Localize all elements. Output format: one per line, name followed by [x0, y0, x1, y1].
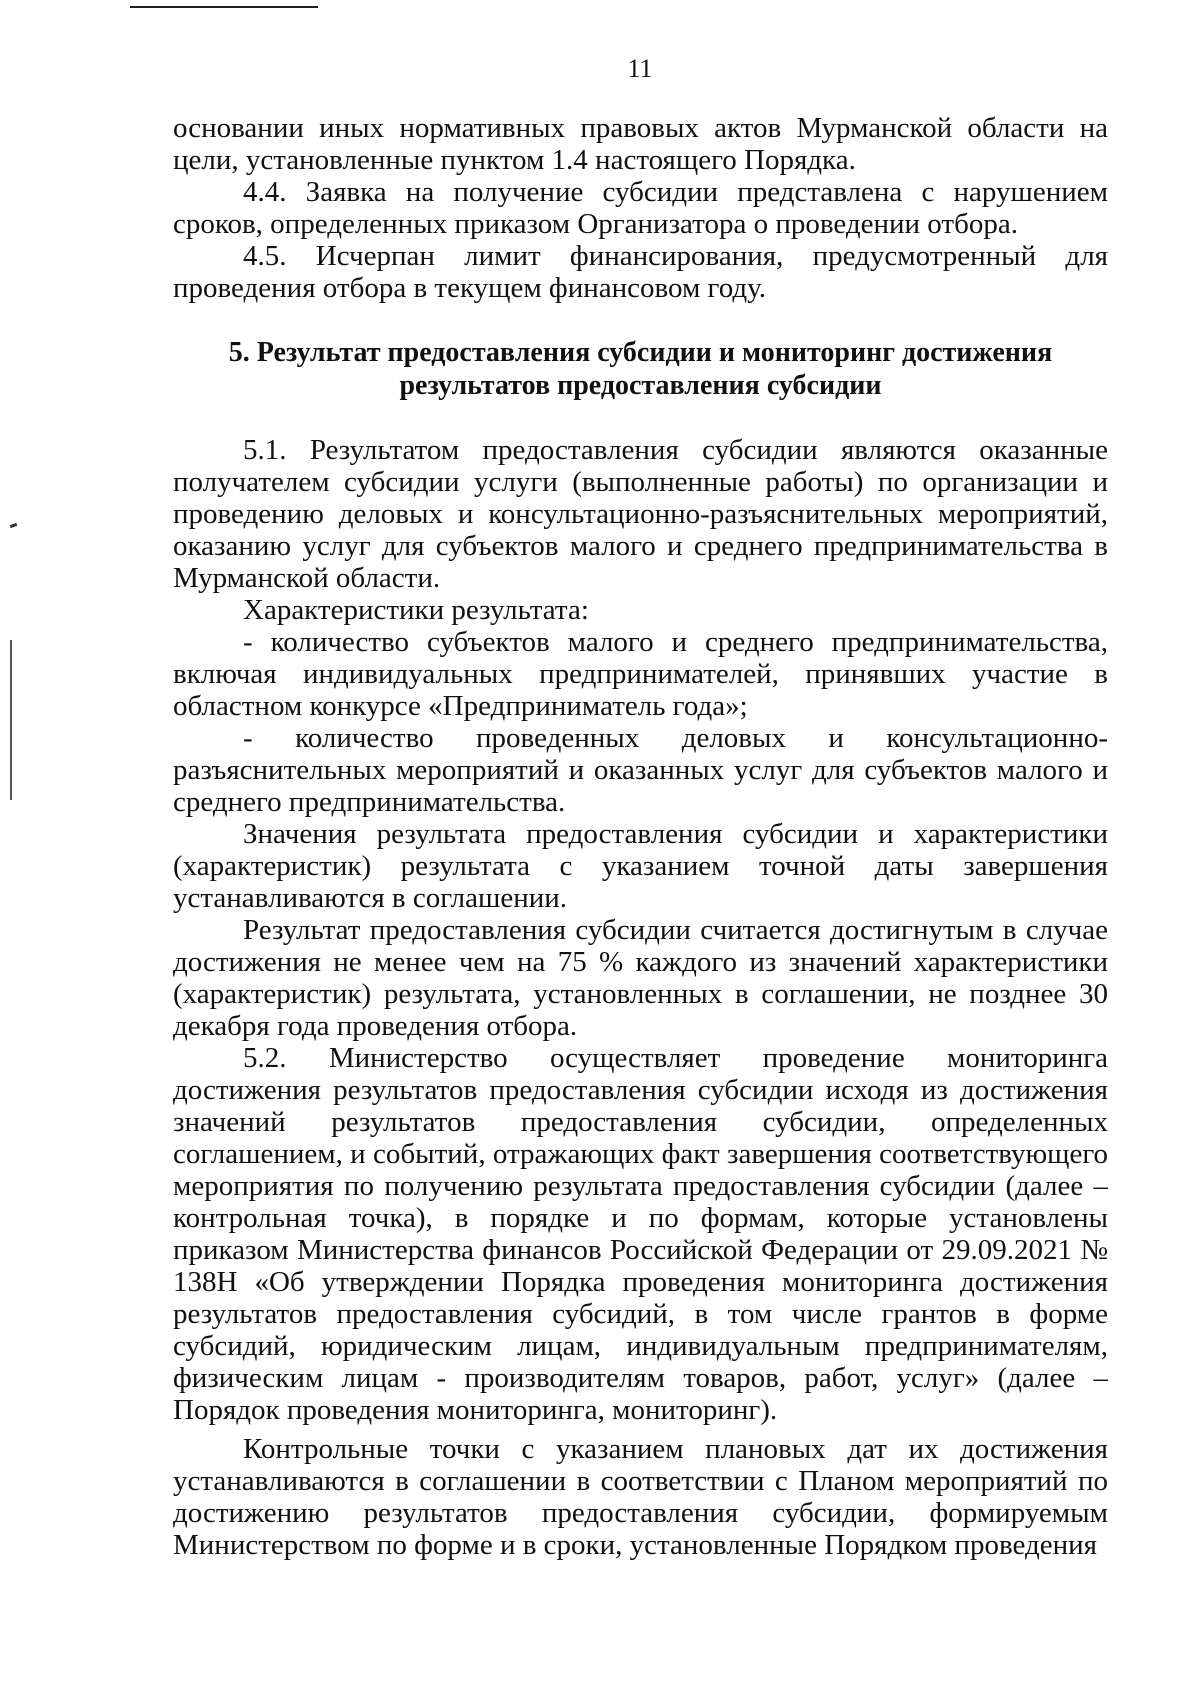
section-heading-line-1: 5. Результат предоставления субсидии и мониторинг достижения	[228, 337, 1053, 368]
paragraph-continuation: основании иных нормативных правовых актов Мурманской области на цели, установленные пунктом 1.4 настоящего Порядка.	[173, 112, 1108, 176]
section-heading-line-2: результатов предоставления субсидии	[399, 370, 882, 401]
document-body	[173, 112, 1108, 1561]
paragraph-4-4: 4.4. Заявка на получение субсидии представлена с нарушением сроков, определенных приказом Организатора о проведении отбора.	[173, 176, 1108, 240]
section-heading	[173, 336, 1108, 402]
paragraph-5-2: 5.2. Министерство осуществляет проведение мониторинга достижения результатов предоставления субсидии исходя из достижения значений результатов предоставления субсидии, определенных соглашением, и событий, отражающих факт завершения соответствующего мероприятия по получению результата предоставления субсидии (далее – контрольная точка), в порядке и по формам, которые установлены приказом Министерства финансов Российской Федерации от 29.09.2021 № 138Н «Об утверждении Порядка проведения мониторинга достижения результатов предоставления субсидий, в том числе грантов в форме субсидий, юридическим лицам, индивидуальным предпринимателям, физическим лицам - производителям товаров, работ, услуг» (далее – Порядок проведения мониторинга, мониторинг).	[173, 1042, 1108, 1426]
paragraph-result-achieved: Результат предоставления субсидии считается достигнутым в случае достижения не менее чем на 75 % каждого из значений характеристики (характеристик) результата, установленных в соглашении, не позднее 30 декабря года проведения отбора.	[173, 914, 1108, 1042]
scan-artifact-line	[130, 6, 318, 8]
scan-artifact-dot	[10, 523, 18, 528]
paragraph-control-points: Контрольные точки с указанием плановых дат их достижения устанавливаются в соглашении в соответствии с Планом мероприятий по достижению результатов предоставления субсидии, формируемым Министерством по форме и в сроки, установленные Порядком проведения	[173, 1433, 1108, 1561]
paragraph-5-1: 5.1. Результатом предоставления субсидии являются оказанные получателем субсидии услуги (выполненные работы) по организации и проведению деловых и консультационно-разъяснительных мероприятий, оказанию услуг для субъектов малого и среднего предпринимательства в Мурманской области.	[173, 434, 1108, 594]
paragraph-result-values: Значения результата предоставления субсидии и характеристики (характеристик) результата с указанием точной даты завершения устанавливаются в соглашении.	[173, 818, 1108, 914]
list-item-characteristic-1: - количество субъектов малого и среднего предпринимательства, включая индивидуальных предпринимателей, принявших участие в областном конкурсе «Предприниматель года»;	[173, 626, 1108, 722]
page-number: 11	[627, 54, 653, 83]
paragraph-characteristics-label: Характеристики результата:	[243, 594, 589, 626]
scan-artifact-margin-line	[10, 640, 12, 800]
list-item-characteristic-2: - количество проведенных деловых и консультационно-разъяснительных мероприятий и оказанных услуг для субъектов малого и среднего предпринимательства.	[173, 722, 1108, 818]
paragraph-4-5: 4.5. Исчерпан лимит финансирования, предусмотренный для проведения отбора в текущем финансовом году.	[173, 240, 1108, 304]
